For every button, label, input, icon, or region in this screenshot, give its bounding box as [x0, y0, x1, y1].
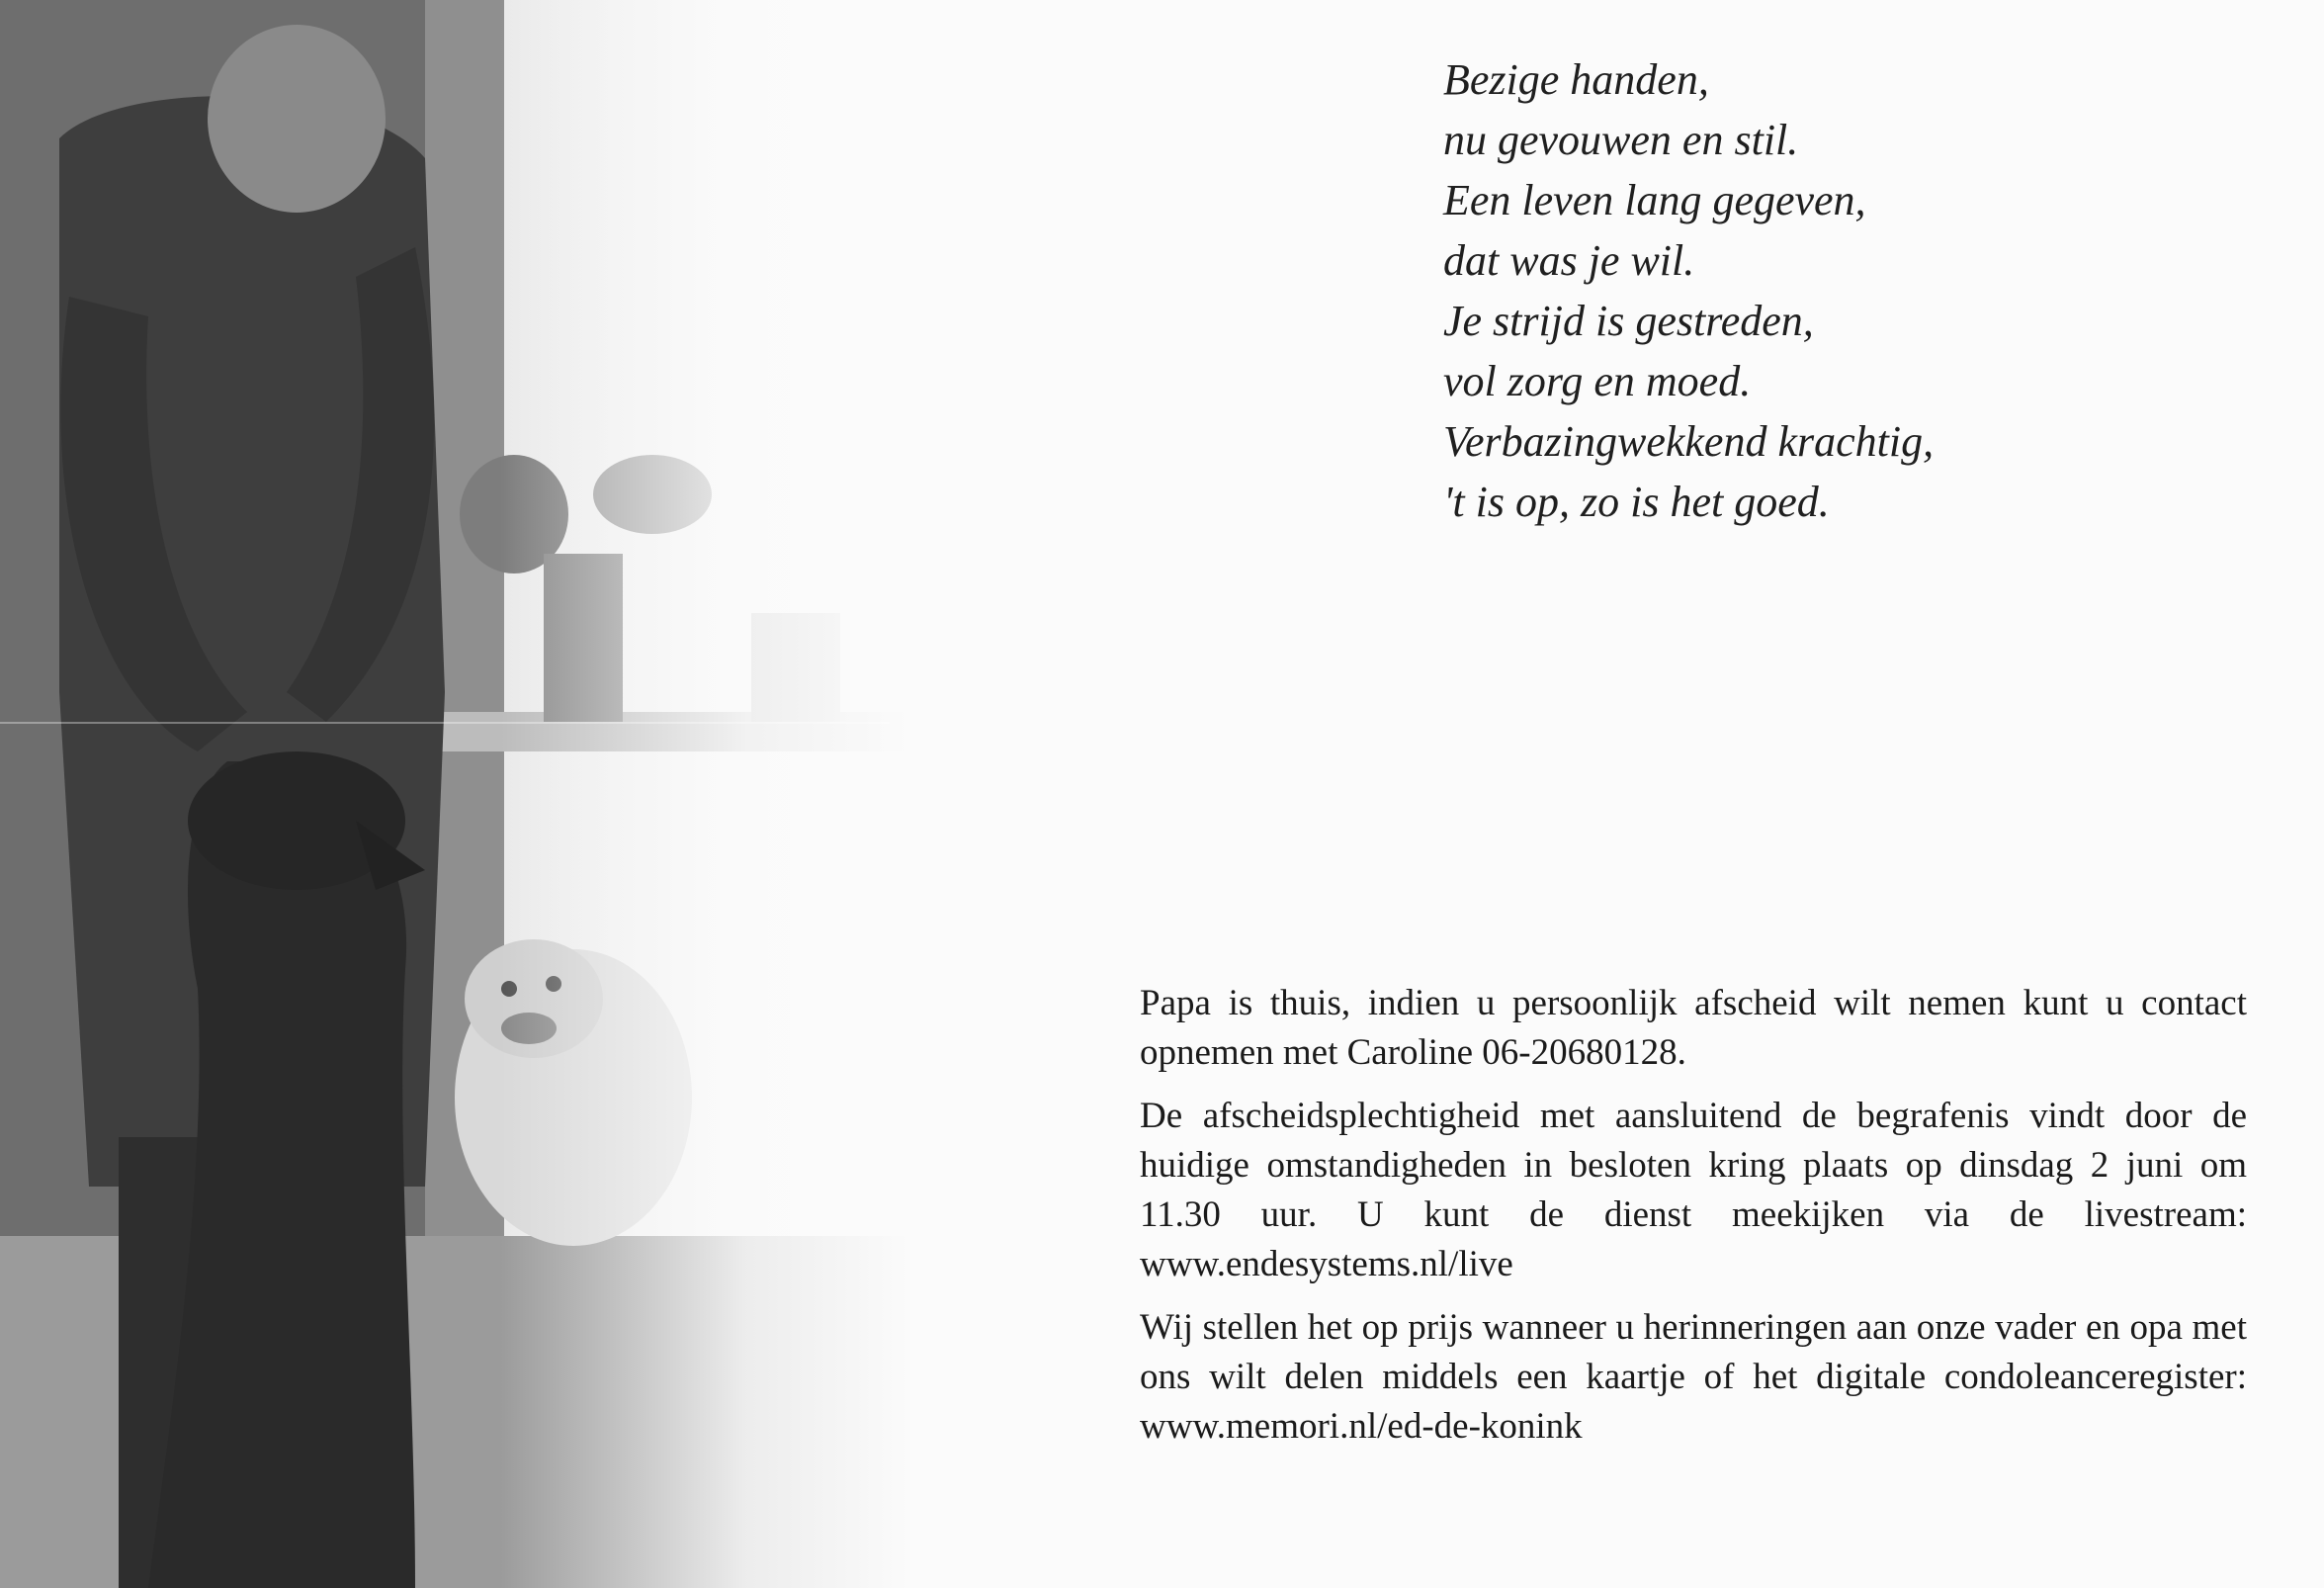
poem-line: Je strijd is gestreden, — [1443, 297, 1814, 345]
poem-line: vol zorg en moed. — [1443, 357, 1752, 405]
poem-line: Een leven lang gegeven, — [1443, 176, 1866, 224]
photo-man-with-dogs-icon — [0, 0, 909, 1588]
poem-line: 't is op, zo is het goed. — [1443, 478, 1830, 526]
poem-line: dat was je wil. — [1443, 236, 1695, 285]
notice-visit: Papa is thuis, indien u persoonlijk afscheid wilt nemen kunt u contact opnemen met Caroline 06-20680128. — [1140, 983, 2247, 1073]
notice-ceremony: De afscheidsplechtigheid met aansluitend de begrafenis vindt door de huidige omstandigheden in besloten kring plaats op dinsdag 2 juni om 11.30 uur. U kunt de dienst meekijken via de livestream: www.endesystems.nl/live — [1140, 1096, 2247, 1284]
poem-line: Bezige handen, — [1443, 55, 1709, 104]
poem-line: nu gevouwen en stil. — [1443, 116, 1799, 164]
notice-condolences: Wij stellen het op prijs wanneer u herinneringen aan onze vader en opa met ons wilt delen middels een kaartje of het digitale condoleanceregister: www.memori.nl/ed-de-konink — [1140, 1307, 2247, 1447]
scan-fold-line — [0, 722, 890, 724]
poem — [1443, 49, 2195, 532]
memorial-photo — [0, 0, 909, 1588]
notices — [1140, 979, 2247, 1465]
poem-line: Verbazingwekkend krachtig, — [1443, 417, 1935, 466]
